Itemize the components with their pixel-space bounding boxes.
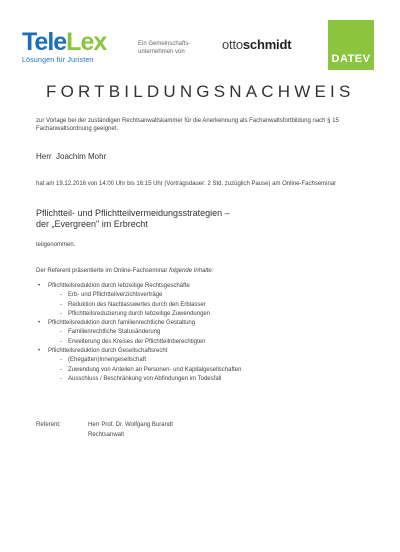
page-title: FORTBILDUNGSNACHWEIS: [46, 82, 355, 101]
seminar-date-line: hat am 19.12.2016 von 14:00 Uhr bis 16:15 Uhr (Vortragsdauer: 2 Std. zuzüglich Pause) am Online-Fachseminar: [36, 181, 337, 187]
topic-line-2: der „Evergreen" im Erbrecht: [36, 219, 148, 229]
referent-title: Rechtsanwalt: [88, 432, 125, 438]
outline-item: • Pflichtteilsreduktion durch Gesellschaftsrecht: [36, 347, 366, 356]
outline-subitem: - (Ehegatten)Innengesellschaft: [36, 356, 366, 365]
telelex-logo: [22, 30, 118, 70]
telelex-tagline: Lösungen für Juristen: [22, 57, 94, 64]
outline-subitem: - Erweiterung des Kreises der Pflichtteilnberechtigten: [36, 338, 366, 347]
outline-subitem: - Ausschluss / Beschränkung von Abfindungen im Todesfall: [36, 375, 366, 384]
ottoschmidt-logo: ottoschmidt: [222, 37, 292, 52]
contents-intro: Der Referent präsentierte im Online-Fachseminar folgende Inhalte:: [36, 268, 214, 274]
outline-subitem: - Zuwendung von Anteilen an Personen- und Kapitalgesellschaften: [36, 366, 366, 375]
participant-name: Herr Joachim Mohr: [36, 152, 107, 161]
seminar-topic: [36, 208, 336, 230]
contents-outline: [36, 282, 366, 384]
participation-note: teilgenommen.: [36, 242, 76, 248]
outline-subitem: - Erb- und Pflichtteilverzichtsverträge: [36, 291, 366, 300]
telelex-wordmark: TeleLex: [22, 28, 107, 56]
outline-subitem: - Reduktion des Nachlasswertes durch den Erblasser: [36, 301, 366, 310]
partner-note: Ein Gemeinschafts- unternehmen von: [138, 41, 191, 55]
outline-item: • Pflichtteilsreduktion durch lebzeitige Rechtsgeschäfte: [36, 282, 366, 291]
datev-logo: DATEV: [328, 20, 374, 70]
referent-name: Herr Prof. Dr. Wolfgang Burandt: [88, 422, 173, 428]
topic-line-1: Pflichtteil- und Pflichtteilvermeidungsstrategien –: [36, 208, 230, 218]
referent-label: Referent:: [36, 422, 61, 428]
outline-subitem: - Pflichtteilsreduzierung durch lebzeitige Zuwendungen: [36, 310, 366, 319]
outline-subitem: - Familienrechtliche Statusänderung: [36, 328, 366, 337]
intro-text: zur Vorlage bei der zuständigen Rechtsanwaltskammer für die Anerkennung als Fachanwaltsfortbildung nach § 15 Fachanwaltsordnung geeignet.: [36, 118, 339, 132]
outline-item: • Pflichtteilsreduktion durch familienrechtliche Gestaltung: [36, 319, 366, 328]
